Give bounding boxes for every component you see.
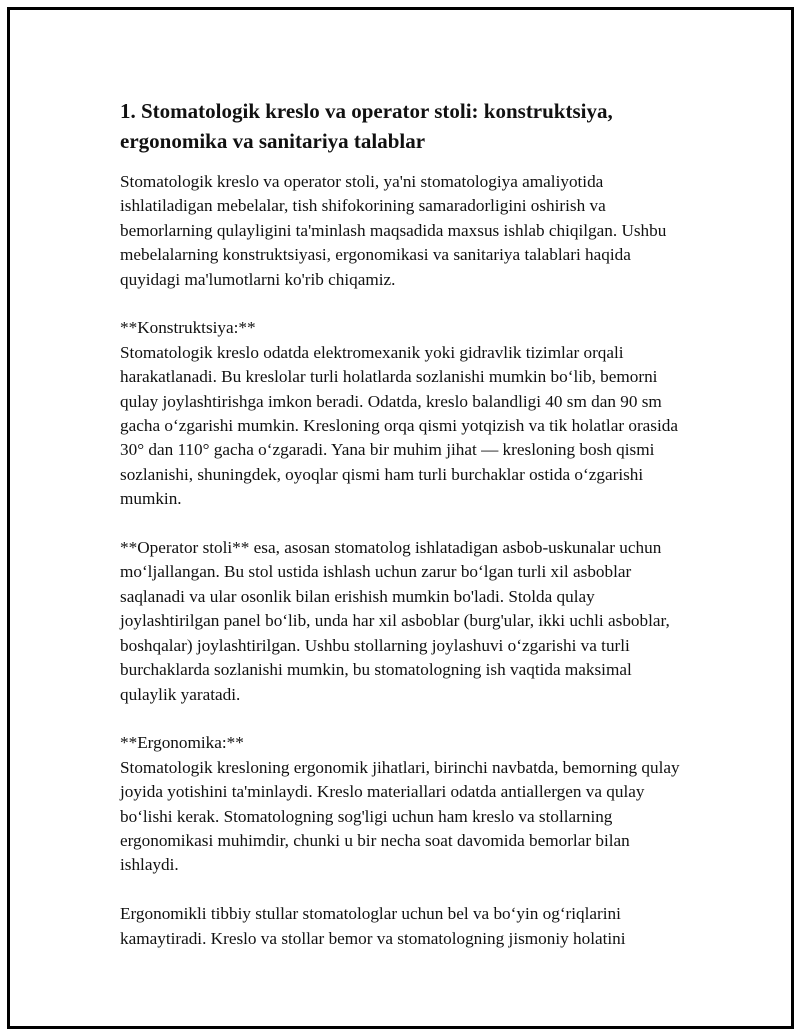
document-page	[7, 7, 794, 1029]
ergonomics-paragraph: Stomatologik kresloning ergonomik jihatlari, birinchi navbatda, bemorning qulay joyida yotishini ta'minlaydi. Kreslo materiallari odatda antiallergen va qulay bo‘lishi kerak. Stomatologning sog'ligi uchun ham kreslo va stollarning ergonomikasi muhimdir, chunki u bir necha soat davomida bemorlar bilan ishlaydi.	[120, 757, 680, 875]
intro-paragraph: Stomatologik kreslo va operator stoli, ya'ni stomatologiya amaliyotida ishlatiladigan mebelalar, tish shifokorining samaradorligini oshirish va bemorlarning qulayligini ta'minlash maqsadida maxsus ishlab chiqilgan. Ushbu mebelalarning konstruktsiyasi, ergonomikasi va sanitariya talablari haqida quyidagi ma'lumotlarni ko'rib chiqamiz.	[120, 172, 667, 289]
construction-section	[120, 316, 680, 511]
ergonomics-paragraph-2: Ergonomikli tibbiy stullar stomatologlar uchun bel va bo‘yin og‘riqlarini kamaytiradi. Kreslo va stollar bemor va stomatologning jismoniy holatini	[120, 904, 626, 948]
construction-paragraph: Stomatologik kreslo odatda elektromexanik yoki gidravlik tizimlar orqali harakatlanadi. Bu kreslolar turli holatlarda sozlanishi mumkin bo‘lib, bemorni qulay joylashtirishga imkon beradi. Odatda, kreslo balandligi 40 sm dan 90 sm gacha o‘zgarishi mumkin. Kresloning orqa qismi yotqizish va tik holatlar orasida 30° dan 110° gacha o‘zgaradi. Yana bir muhim jihat — kresloning bosh qismi sozlanishi, shuningdek, oyoqlar qismi ham turli burchaklar ostida o‘zgarishi mumkin.	[120, 342, 678, 509]
document-heading: 1. Stomatologik kreslo va operator stoli: konstruktsiya, ergonomika va sanitariya talablar	[120, 99, 613, 153]
ergonomics-label: **Ergonomika:**	[120, 733, 244, 753]
operator-table-paragraph: **Operator stoli** esa, asosan stomatolog ishlatadigan asbob-uskunalar uchun mo‘ljallangan. Bu stol ustida ishlash uchun zarur bo‘lgan turli xil asboblar saqlanadi va ular osonlik bilan erishish mumkin bo'ladi. Stolda qulay joylashtirilgan panel bo‘lib, unda har xil asboblar (burg'ular, ikki uchli asboblar, boshqalar) joylashtirilgan. Ushbu stollarning joylashuvi o‘zgarishi va turli burchaklarda sozlanishi mumkin, bu stomatologning ish vaqtida maksimal qulaylik yaratadi.	[120, 538, 670, 704]
ergonomics-section	[120, 731, 680, 877]
construction-label: **Konstruktsiya:**	[120, 318, 256, 338]
document-content	[120, 96, 680, 975]
